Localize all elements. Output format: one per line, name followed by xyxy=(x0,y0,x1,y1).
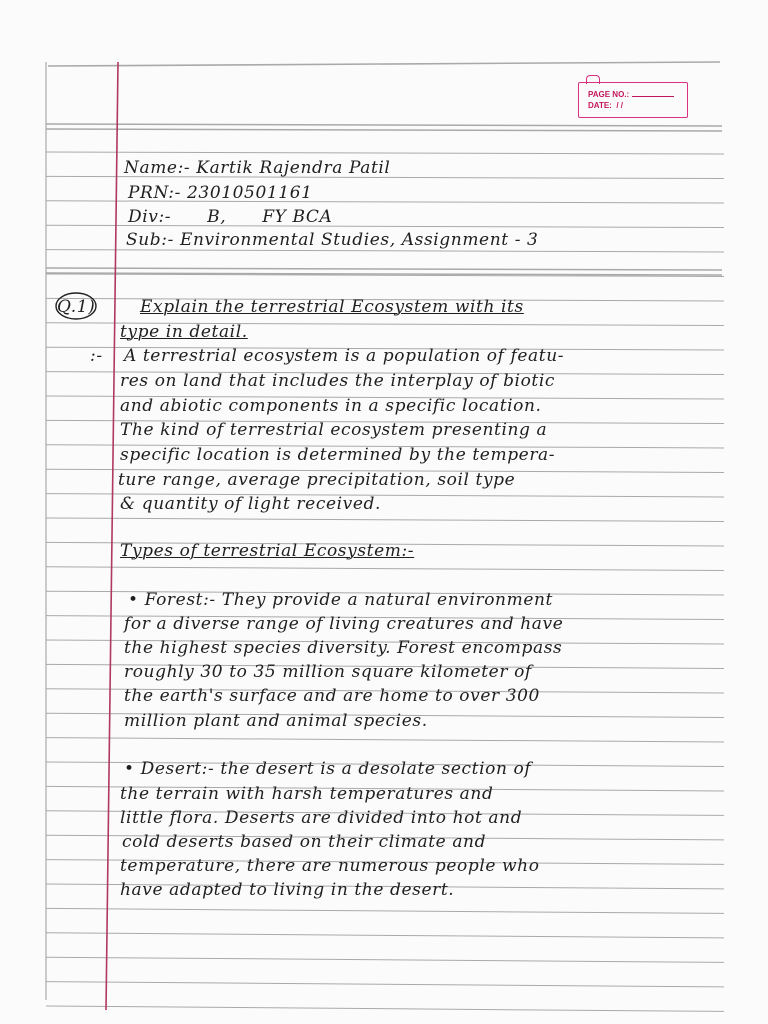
date-value: / / xyxy=(616,101,623,110)
question-line-1: Explain the terrestrial Ecosystem with its xyxy=(140,297,524,317)
top-border-line xyxy=(48,62,720,66)
answer-line: res on land that includes the interplay of biotic xyxy=(120,371,556,391)
answer-line: The kind of terrestrial ecosystem presenting a xyxy=(120,420,548,440)
student-division: Div:- B, FY BCA xyxy=(128,207,333,227)
answer-line: & quantity of light received. xyxy=(120,494,381,514)
ruled-line xyxy=(46,152,724,154)
date-label: DATE: xyxy=(588,101,612,110)
desert-line: cold deserts based on their climate and xyxy=(122,832,487,852)
desert-line: have adapted to living in the desert. xyxy=(120,880,455,900)
header-double-line xyxy=(46,129,722,131)
page-no-label: PAGE NO.: xyxy=(588,90,630,99)
ruled-line xyxy=(46,518,724,521)
page-stamp xyxy=(578,82,688,118)
student-name: Name:- Kartik Rajendra Patil xyxy=(124,158,391,178)
ruled-line xyxy=(46,738,724,742)
ruled-line xyxy=(46,1006,724,1011)
answer-marker: :- xyxy=(90,346,103,366)
subject-line: Sub:- Environmental Studies, Assignment - 3 xyxy=(126,230,539,250)
page-no-blank xyxy=(632,88,674,97)
answer-line: specific location is determined by the tempera- xyxy=(120,445,556,465)
header-bottom-line xyxy=(46,268,722,270)
question-marker: Q.1) xyxy=(57,297,96,317)
desert-line: temperature, there are numerous people who xyxy=(120,856,540,876)
ruled-line xyxy=(46,982,724,987)
desert-line: • Desert:- the desert is a desolate section of xyxy=(124,759,532,779)
answer-line: A terrestrial ecosystem is a population of featu- xyxy=(124,346,565,366)
question-line-2: type in detail. xyxy=(120,322,248,342)
ruled-line xyxy=(46,908,724,913)
forest-line: the earth's surface and are home to over 300 xyxy=(124,686,540,706)
margin-line xyxy=(106,62,118,1010)
answer-line: and abiotic components in a specific location. xyxy=(120,396,542,416)
ruled-line xyxy=(46,957,724,962)
student-prn: PRN:- 23010501161 xyxy=(128,183,313,203)
types-heading: Types of terrestrial Ecosystem:- xyxy=(120,541,415,561)
desert-line: the terrain with harsh temperatures and xyxy=(120,784,494,804)
answer-line: ture range, average precipitation, soil type xyxy=(118,470,516,490)
desert-line: little flora. Deserts are divided into hot and xyxy=(120,808,523,828)
forest-line: million plant and animal species. xyxy=(124,711,428,731)
ruled-line xyxy=(46,567,724,571)
forest-line: • Forest:- They provide a natural environment xyxy=(128,590,553,610)
forest-line: roughly 30 to 35 million square kilometer of xyxy=(124,662,532,682)
ruled-line xyxy=(46,933,724,938)
forest-line: for a diverse range of living creatures and have xyxy=(124,614,564,634)
forest-line: the highest species diversity. Forest encompass xyxy=(124,638,563,658)
header-double-line xyxy=(46,124,722,126)
